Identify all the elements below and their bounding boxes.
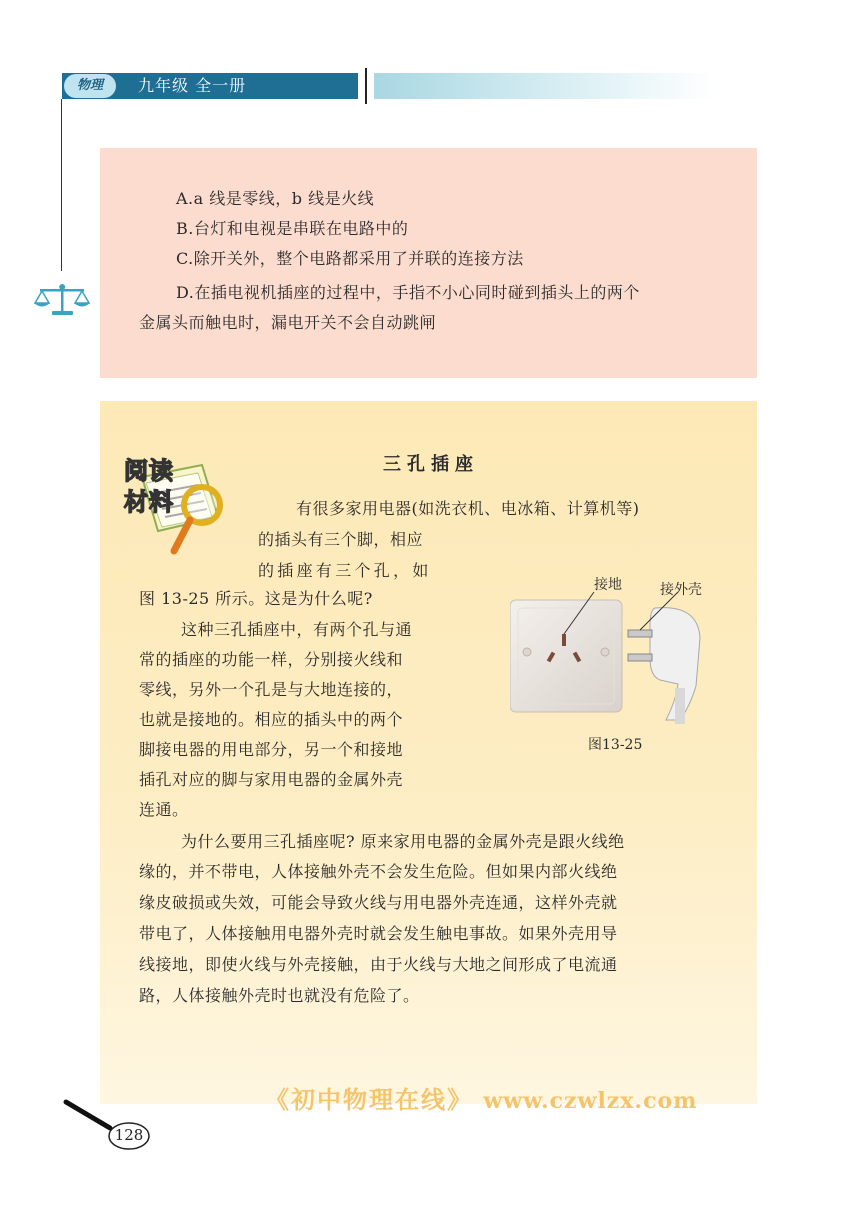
reading-icon-text-line2: 材料 [124, 488, 174, 516]
reading-line-15: 带电了，人体接触用电器外壳时就会发生触电事故。如果外壳用导 [139, 924, 618, 943]
reading-line-13: 缘的，并不带电，人体接触外壳不会发生危险。但如果内部火线绝 [139, 862, 618, 881]
header-gradient-band [374, 73, 714, 99]
reading-line-14: 缘皮破损或失效，可能会导致火线与用电器外壳连通，这样外壳就 [139, 893, 618, 912]
reading-line-11: 连通。 [139, 800, 189, 819]
header-separator [365, 68, 367, 104]
reading-line-2: 的插头有三个脚，相应 [258, 530, 424, 549]
reading-line-1: 有很多家用电器(如洗衣机、电冰箱、计算机等) [296, 499, 640, 518]
option-d: D.在插电视机插座的过程中，手指不小心同时碰到插头上的两个 [176, 283, 640, 302]
watermark-url: www.czwlzx.com [483, 1088, 698, 1114]
margin-line [61, 99, 62, 271]
label-ground: 接地 [594, 577, 622, 593]
reading-title: 三孔插座 [383, 454, 479, 475]
subject-badge: 物理 [64, 74, 116, 98]
option-a: A.a 线是零线，b 线是火线 [176, 189, 375, 208]
option-b: B.台灯和电视是串联在电路中的 [176, 219, 409, 238]
option-d-continued: 金属头而触电时，漏电开关不会自动跳闸 [139, 313, 437, 332]
page-number: 128 [114, 1126, 144, 1144]
reading-line-16: 线接地，即使火线与外壳接触，由于火线与大地之间形成了电流通 [139, 955, 618, 974]
reading-line-10: 插孔对应的脚与家用电器的金属外壳 [139, 770, 404, 789]
reading-line-3: 的插座有三个孔，如 [258, 561, 432, 580]
reading-line-4: 图 13-25 所示。这是为什么呢? [139, 589, 373, 608]
book-title: 九年级 全一册 [138, 76, 247, 95]
balance-scale-icon [32, 283, 92, 317]
label-shell: 接外壳 [660, 582, 702, 598]
reading-line-7: 零线，另外一个孔是与大地连接的， [139, 680, 404, 699]
reading-line-9: 脚接电器的用电部分，另一个和接地 [139, 740, 404, 759]
reading-line-5: 这种三孔插座中，有两个孔与通 [181, 620, 413, 639]
reading-icon-text-line1: 阅读 [124, 457, 174, 485]
reading-line-8: 也就是接地的。相应的插头中的两个 [139, 710, 404, 729]
figure-caption: 图13-25 [588, 737, 643, 753]
watermark [265, 1080, 697, 1115]
three-hole-socket-figure [510, 588, 710, 724]
reading-line-17: 路，人体接触外壳时也就没有危险了。 [139, 986, 420, 1005]
reading-line-12: 为什么要用三孔插座呢? 原来家用电器的金属外壳是跟火线绝 [181, 832, 625, 851]
reading-line-6: 常的插座的功能一样，分别接火线和 [139, 650, 404, 669]
option-c: C.除开关外，整个电路都采用了并联的连接方法 [176, 249, 524, 268]
watermark-name: 《初中物理在线》 [265, 1085, 473, 1114]
